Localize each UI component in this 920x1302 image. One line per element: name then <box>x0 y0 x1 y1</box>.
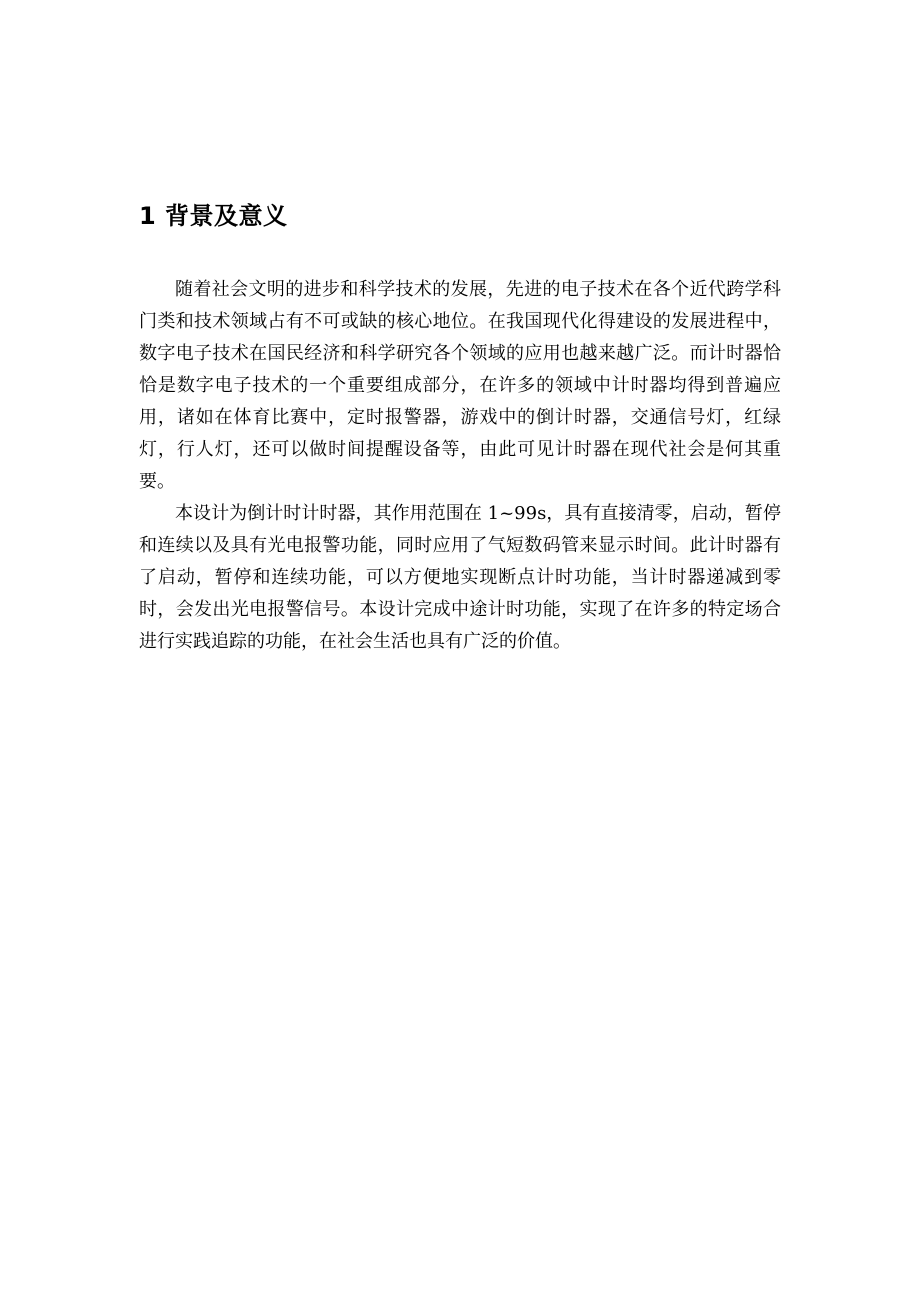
paragraph-design-overview: 本设计为倒计时计时器，其作用范围在 1~99s，具有直接清零，启动，暂停和连续以及具有光电报警功能，同时应用了气短数码管来显示时间。此计时器有了启动，暂停和连续功能，可以方便地实现断点计时功能，当计时器递减到零时，会发出光电报警信号。本设计完成中途计时功能，实现了在许多的特定场合进行实践追踪的功能，在社会生活也具有广泛的价值。 <box>139 503 781 652</box>
section-title: 1 背景及意义 <box>139 202 288 230</box>
page-content <box>139 200 781 658</box>
paragraph-background: 随着社会文明的进步和科学技术的发展，先进的电子技术在各个近代跨学科门类和技术领域占有不可或缺的核心地位。在我国现代化得建设的发展进程中，数字电子技术在国民经济和科学研究各个领域的应用也越来越广泛。而计时器恰恰是数字电子技术的一个重要组成部分，在许多的领域中计时器均得到普遍应用，诸如在体育比赛中，定时报警器，游戏中的倒计时器，交通信号灯，红绿灯，行人灯，还可以做时间提醒设备等，由此可见计时器在现代社会是何其重要。 <box>139 279 781 492</box>
body-text <box>139 274 781 658</box>
